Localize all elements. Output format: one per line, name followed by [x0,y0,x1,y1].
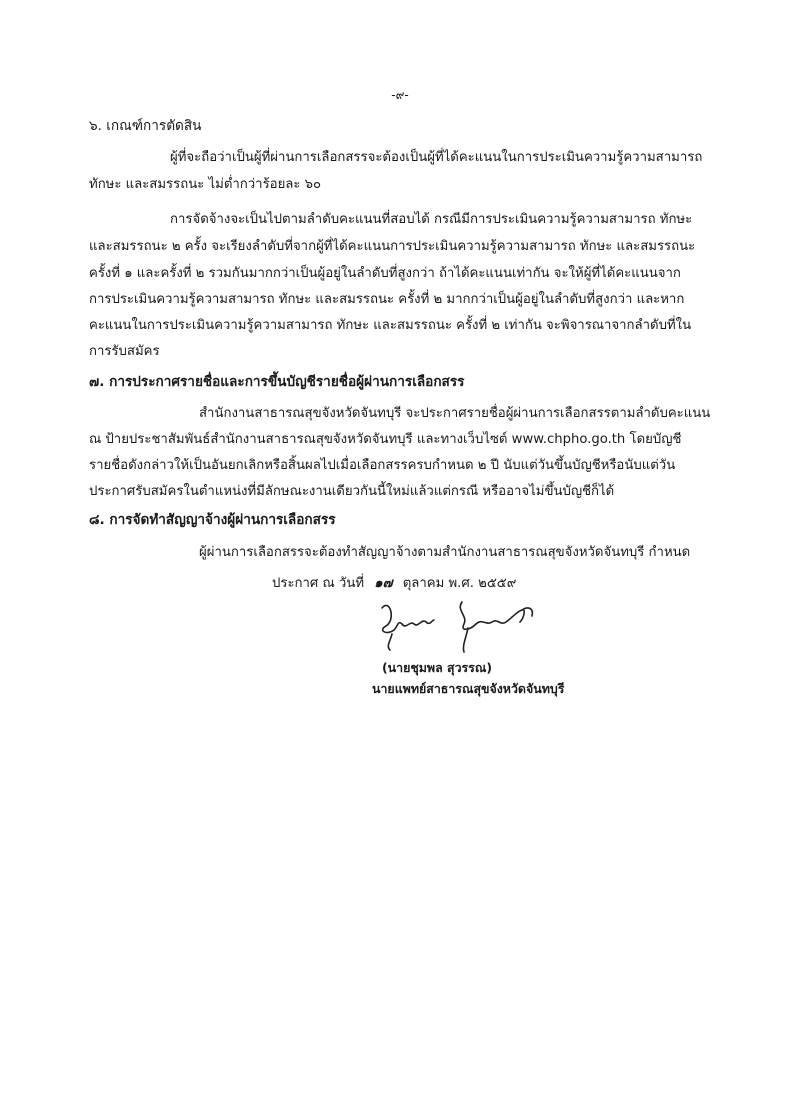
section7-p1-line4: ประกาศรับสมัครในตำแหน่งที่มีลักษณะงานเดียวกันนี้ใหม่แล้วแต่กรณี หรืออาจไม่ขึ้นบัญชีก็ได้ [89,484,615,499]
section6-p2-line6: การรับสมัคร [89,344,160,359]
announcement-day: ๑๗ [374,576,393,591]
section7-p1-line1: สำนักงานสาธารณสุขจังหวัดจันทบุรี จะประกาศรายชื่อผู้ผ่านการเลือกสรรตามลำดับคะแนน [199,406,711,421]
section6-p2-line2: และสมรรถนะ ๒ ครั้ง จะเรียงลำดับที่จากผู้ที่ได้คะแนนการประเมินความรู้ความสามารถ ทักษะ และสมรรถนะ [89,239,696,254]
page-number: -๙- [391,88,409,102]
section6-p1-line1: ผู้ที่จะถือว่าเป็นผู้ที่ผ่านการเลือกสรรจะต้องเป็นผู้ที่ได้คะแนนในการประเมินความรู้ความสามารถ [170,150,703,165]
section6-heading: ๖. เกณฑ์การตัดสิน [89,118,202,134]
section7-p1-line3: รายชื่อดังกล่าวให้เป็นอันยกเลิกหรือสิ้นผลไปเมื่อเลือกสรรครบกำหนด ๒ ปี นับแต่วันขึ้นบัญชีหรือนับแต่วัน [89,458,676,473]
handwritten-signature [372,590,552,662]
section6-p1-line2: ทักษะ และสมรรถนะ ไม่ต่ำกว่าร้อยละ ๖๐ [89,177,322,192]
signature-drawing [372,590,552,662]
section6-p2-line5: คะแนนในการประเมินความรู้ความสามารถ ทักษะ และสมรรถนะ ครั้งที่ ๒ เท่ากัน จะพิจารณาจากลำดับที่ใน [89,318,692,333]
announcement-month-year: ตุลาคม พ.ศ. ๒๕๕๙ [402,576,517,591]
section7-p1-line2: ณ ป้ายประชาสัมพันธ์สำนักงานสาธารณสุขจังหวัดจันทบุรี และทางเว็บไซต์ www.chpho.go.th โดยบัญชี [89,432,682,447]
signer-name: (นายชุมพล สุวรรณ) [382,660,492,675]
section8-p1: ผู้ผ่านการเลือกสรรจะต้องทำสัญญาจ้างตามสำนักงานสาธารณสุขจังหวัดจันทบุรี กำหนด [199,545,691,560]
signer-position: นายแพทย์สาธารณสุขจังหวัดจันทบุรี [372,681,565,696]
section6-p2-line1: การจัดจ้างจะเป็นไปตามลำดับคะแนนที่สอบได้ กรณีมีการประเมินความรู้ความสามารถ ทักษะ [170,212,693,227]
announcement-prefix: ประกาศ ณ วันที่ [272,576,365,591]
section6-p2-line3: ครั้งที่ ๑ และครั้งที่ ๒ รวมกันมากกว่าเป็นผู้อยู่ในลำดับที่สูงกว่า ถ้าได้คะแนนเท่ากัน จะให้ผู้ที่ได้คะแนนจาก [89,266,681,281]
section7-heading: ๗. การประกาศรายชื่อและการขึ้นบัญชีรายชื่อผู้ผ่านการเลือกสรร [89,374,465,390]
section6-p2-line4: การประเมินความรู้ความสามารถ ทักษะ และสมรรถนะ ครั้งที่ ๒ มากกว่าเป็นผู้อยู่ในลำดับที่สูงกว่า และหาก [89,292,685,307]
section8-heading: ๘. การจัดทำสัญญาจ้างผู้ผ่านการเลือกสรร [89,512,336,528]
